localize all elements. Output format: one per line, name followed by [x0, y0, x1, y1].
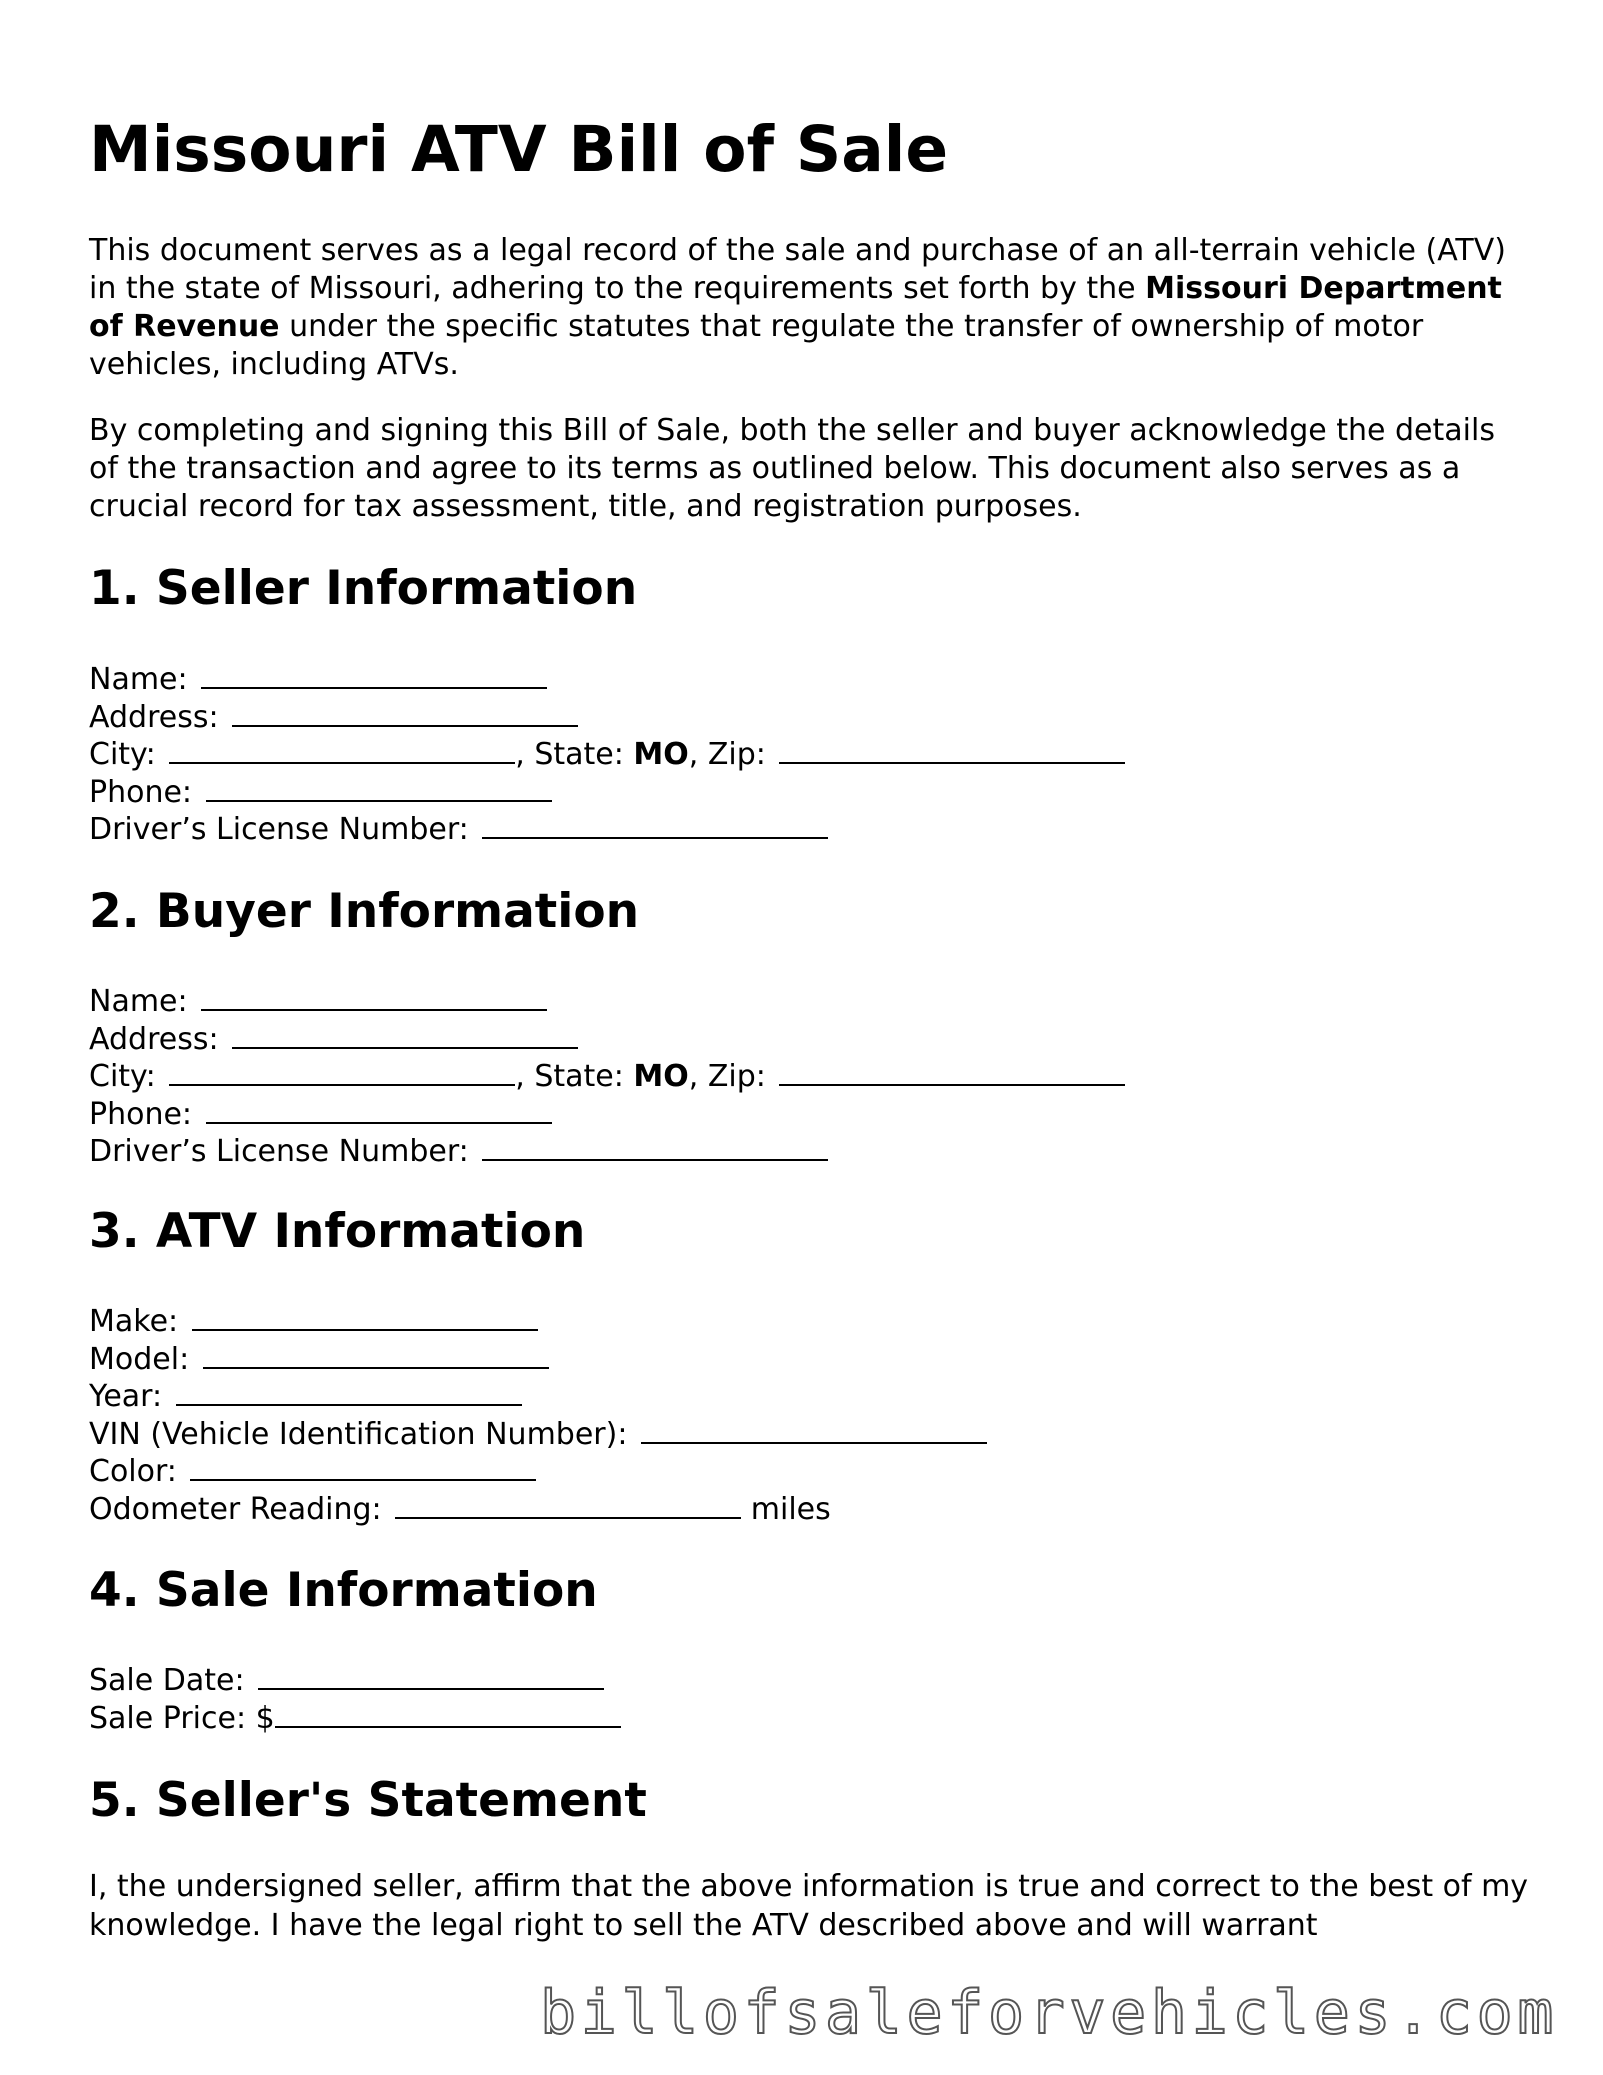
- atv-color-label: Color:: [89, 1454, 177, 1490]
- seller-state-value: MO: [633, 737, 689, 773]
- statement-text: I, the undersigned seller, affirm that the above information is true and correct to the best of my knowledge. I have the legal right to sell the ATV described above and will warrant: [89, 1869, 1529, 1943]
- sale-section-heading: 4. Sale Information: [89, 1563, 598, 1618]
- buyer-license-label: Driver’s License Number:: [89, 1134, 469, 1170]
- buyer-address-label: Address:: [89, 1021, 219, 1057]
- intro-text-b: under the specific statutes that regulate the transfer of ownership of motor vehicles, including ATVs.: [89, 309, 1424, 382]
- sale-date-label: Sale Date:: [89, 1663, 245, 1698]
- atv-make-field[interactable]: [192, 1302, 538, 1331]
- site-watermark: billofsaleforvehicles.com: [540, 1978, 1559, 2048]
- atv-vin-label: VIN (Vehicle Identification Number):: [89, 1416, 628, 1452]
- buyer-name-label: Name:: [89, 984, 188, 1019]
- statement-section-heading: 5. Seller's Statement: [89, 1773, 647, 1828]
- seller-section-heading: 1. Seller Information: [89, 561, 638, 616]
- atv-fields: [89, 1302, 987, 1528]
- sale-price-field[interactable]: [275, 1699, 621, 1728]
- seller-zip-field[interactable]: [779, 735, 1125, 764]
- buyer-section-heading: 2. Buyer Information: [89, 884, 640, 939]
- buyer-city-label: City:: [89, 1059, 156, 1095]
- sale-date-field[interactable]: [258, 1661, 604, 1690]
- sale-price-label: Sale Price: $: [89, 1700, 275, 1736]
- buyer-name-field[interactable]: [201, 982, 547, 1011]
- buyer-fields: [89, 982, 1125, 1170]
- atv-year-label: Year:: [89, 1379, 163, 1415]
- atv-vin-field[interactable]: [641, 1415, 987, 1444]
- seller-license-label: Driver’s License Number:: [89, 812, 469, 848]
- buyer-state-value: MO: [633, 1059, 689, 1095]
- intro-paragraph-2: By completing and signing this Bill of Sale, both the seller and buyer acknowledge the details of the transaction and agree to its terms as outlined below. This document also serves as a crucial record for tax assessment, title, and registration purposes.: [89, 413, 1495, 524]
- buyer-zip-field[interactable]: [779, 1057, 1125, 1086]
- seller-city-label: City:: [89, 737, 156, 773]
- buyer-state-label: , State:: [515, 1059, 634, 1095]
- atv-model-label: Model:: [89, 1341, 190, 1377]
- seller-address-field[interactable]: [232, 698, 578, 727]
- seller-name-field[interactable]: [201, 660, 547, 689]
- seller-state-label: , State:: [515, 737, 634, 773]
- seller-phone-field[interactable]: [206, 773, 552, 802]
- seller-phone-label: Phone:: [89, 774, 193, 810]
- intro-text-bold: Missouri Department of Revenue: [89, 271, 1502, 344]
- atv-odometer-field[interactable]: [395, 1490, 741, 1519]
- seller-fields: [89, 660, 1125, 848]
- buyer-zip-label: , Zip:: [688, 1059, 766, 1095]
- seller-license-field[interactable]: [482, 810, 828, 839]
- atv-odometer-label: Odometer Reading:: [89, 1491, 382, 1527]
- intro-text-a: This document serves as a legal record of the sale and purchase of an all-terrain vehicle (ATV) in the state of Missouri, adhering to the requirements set forth by the: [89, 233, 1506, 306]
- sale-fields: [89, 1661, 621, 1736]
- atv-odometer-unit: miles: [750, 1491, 831, 1527]
- seller-zip-label: , Zip:: [688, 737, 766, 773]
- seller-name-label: Name:: [89, 662, 188, 697]
- atv-make-label: Make:: [89, 1304, 179, 1339]
- document-title: Missouri ATV Bill of Sale: [89, 113, 949, 186]
- intro-paragraph-1: [89, 232, 1529, 384]
- buyer-address-field[interactable]: [232, 1020, 578, 1049]
- buyer-phone-label: Phone:: [89, 1096, 193, 1132]
- buyer-phone-field[interactable]: [206, 1095, 552, 1124]
- buyer-license-field[interactable]: [482, 1132, 828, 1161]
- atv-color-field[interactable]: [190, 1452, 536, 1481]
- atv-year-field[interactable]: [176, 1377, 522, 1406]
- atv-model-field[interactable]: [203, 1340, 549, 1369]
- seller-address-label: Address:: [89, 699, 219, 735]
- atv-section-heading: 3. ATV Information: [89, 1204, 586, 1259]
- seller-city-field[interactable]: [169, 735, 515, 764]
- buyer-city-field[interactable]: [169, 1057, 515, 1086]
